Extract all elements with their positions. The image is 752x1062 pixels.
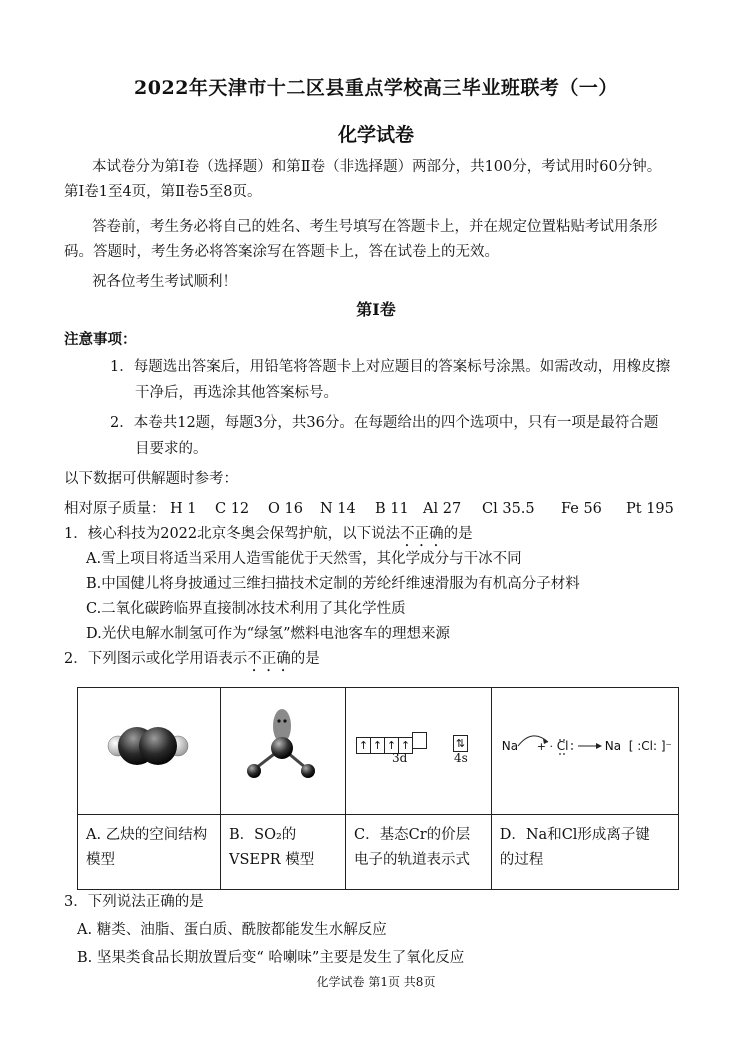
question-1-stem-pre: 1．核心科技为2022北京冬奥会保驾护航，以下说法 xyxy=(64,526,401,542)
orbital-3d-label: 3d xyxy=(392,751,408,765)
question-1-stem-post: 的是 xyxy=(443,526,473,542)
so2-model-cell xyxy=(221,688,346,815)
atomic-mass-n: N 14 xyxy=(320,501,356,517)
intro-line-5: 祝各位考生考试顺利！ xyxy=(92,274,237,290)
atomic-mass-fe: Fe 56 xyxy=(561,501,602,517)
question-3-option-a: A. 糖类、油脂、蛋白质、酰胺都能发生水解反应 xyxy=(77,922,387,938)
question-2-stem xyxy=(64,647,320,675)
question-1-stem xyxy=(64,522,473,550)
atomic-mass-label: 相对原子质量： xyxy=(64,501,166,517)
section-heading: 第Ⅰ卷 xyxy=(356,300,396,319)
question-2-caption-a xyxy=(78,815,221,890)
atomic-mass-pt: Pt 195 xyxy=(626,501,674,517)
intro-line-2: 第Ⅰ卷1至4页，第Ⅱ卷5至8页。 xyxy=(64,184,262,200)
intro-line-3: 答卷前，考生务必将自己的姓名、考生号填写在答题卡上，并在规定位置粘贴考试用条形 xyxy=(92,219,658,235)
page-title: 2022年天津市十二区县重点学校高三毕业班联考（一） xyxy=(134,77,618,99)
cr-orbital-cell xyxy=(346,688,492,815)
atomic-mass-c: C 12 xyxy=(215,501,250,517)
orbital-box-up-arrow: ↑ xyxy=(398,737,413,754)
ionic-bond-cell xyxy=(491,688,678,815)
question-2-caption-c xyxy=(346,815,492,890)
ionic-na-right: Na xyxy=(604,739,622,753)
ionic-cl-atom: Cl xyxy=(556,739,569,753)
orbital-box-up-arrow: ↑ xyxy=(384,737,399,754)
orbital-4s-box xyxy=(454,732,468,752)
page-footer: 化学试卷 第1页 共8页 xyxy=(316,975,436,989)
notes-title: 注意事项： xyxy=(64,331,137,348)
reference-intro: 以下数据可供解题时参考： xyxy=(64,471,238,487)
caption-a-line-2: 模型 xyxy=(86,852,115,868)
orbital-box-up-arrow: ↑ xyxy=(356,737,371,754)
question-2-stem-pre: 2．下列图示或化学用语表示 xyxy=(64,651,248,667)
atomic-mass-al: Al 27 xyxy=(423,501,462,517)
atomic-mass-o: O 16 xyxy=(268,501,303,517)
atomic-mass-h: H 1 xyxy=(170,501,197,517)
acetylene-model-cell xyxy=(78,688,221,815)
acetylene-space-filling-model xyxy=(78,688,220,810)
caption-a-line-1: A. 乙炔的空间结构 xyxy=(86,827,208,843)
caption-c-line-1: C．基态Cr的价层 xyxy=(354,827,471,843)
orbital-box-up-arrow: ↑ xyxy=(370,737,385,754)
note-1b: 干净后，再选涂其他答案标号。 xyxy=(135,385,338,401)
caption-c-line-2: 电子的轨道表示式 xyxy=(354,852,470,868)
question-1-option-b: B.中国健儿将身披通过三维扫描技术定制的芳纶纤维速滑服为有机高分子材料 xyxy=(86,576,580,592)
ionic-cl-anion: [ :Cl: ]⁻ xyxy=(628,739,672,753)
question-2-caption-d xyxy=(491,815,678,890)
atomic-mass-b: B 11 xyxy=(375,501,409,517)
intro-line-1: 本试卷分为第Ⅰ卷（选择题）和第Ⅱ卷（非选择题）两部分，共100分，考试用时60分钟。 xyxy=(92,159,662,175)
question-2-figure-table xyxy=(77,687,679,890)
question-1-stem-emphasis: 不正确 xyxy=(400,526,444,542)
ionic-na-left: Na xyxy=(501,739,519,753)
atomic-mass-cl: Cl 35.5 xyxy=(482,501,535,517)
note-1a: 1．每题选出答案后，用铅笔将答题卡上对应题目的答案标号涂黑。如需改动，用橡皮擦 xyxy=(110,359,671,375)
caption-d-line-1: D．Na和Cl形成离子键 xyxy=(499,827,650,843)
intro-line-4: 码。答题时，考生务必将答案涂写在答题卡上，答在试卷上的无效。 xyxy=(64,244,499,260)
question-1-option-a: A.雪上项目将适当采用人造雪能优于天然雪，其化学成分与干冰不同 xyxy=(86,551,522,567)
ionic-transfer-mark: + · xyxy=(536,740,553,753)
question-3-option-b: B. 坚果类食品长期放置后变“ 哈喇味”主要是发生了氧化反应 xyxy=(77,950,465,966)
question-3-stem: 3．下列说法正确的是 xyxy=(64,894,204,910)
orbital-box-paired-arrows: ⇅ xyxy=(453,735,468,752)
question-2-caption-b xyxy=(221,815,346,890)
question-1-option-d: D.光伏电解水制氢可作为“绿氢”燃料电池客车的理想来源 xyxy=(86,626,451,642)
orbital-4s-label: 4s xyxy=(454,751,468,765)
note-2a: 2．本卷共12题，每题3分，共36分。在每题给出的四个选项中，只有一项是最符合题 xyxy=(110,415,659,431)
orbital-box-empty xyxy=(412,732,427,749)
caption-b-line-1: B．SO₂的 xyxy=(229,827,297,843)
question-1-option-c: C.二氧化碳跨临界直接制冰技术利用了其化学性质 xyxy=(86,601,406,617)
caption-d-line-2: 的过程 xyxy=(499,852,544,868)
so2-vsepr-model xyxy=(221,688,345,810)
paper-subtitle: 化学试卷 xyxy=(337,124,414,146)
question-2-stem-post: 的是 xyxy=(290,651,320,667)
note-2b: 目要求的。 xyxy=(135,441,208,457)
caption-b-line-2: VSEPR 模型 xyxy=(229,852,315,868)
question-2-stem-emphasis: 不正确 xyxy=(247,651,291,667)
